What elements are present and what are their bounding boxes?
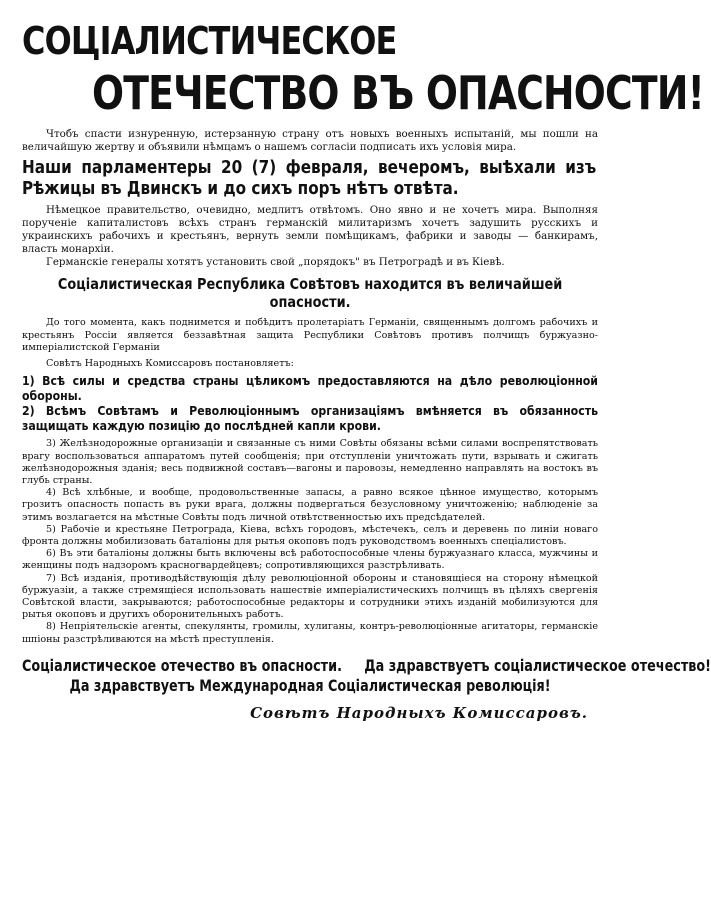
poster-title-line-1: СОЦІАЛИСТИЧЕСКОЕ	[22, 19, 397, 63]
decree-point-5: 5) Рабочіе и крестьяне Петрограда, Кіева, всѣхъ городовъ, мѣстечекъ, селъ и деревень по линіи новаго фронта должны мобилизовать баталіоны для рытья окоповъ подъ руководствомъ военныхъ спеціалистовъ.	[22, 523, 598, 547]
decree-point-1: 1) Всѣ силы и средства страны цѣликомъ предоставляются на дѣло революціонной обороны.	[22, 374, 598, 404]
decree-point-8: 8) Непріятельскіе агенты, спекулянты, громилы, хулиганы, контръ-революціонные агитаторы, германскіе шпіоны разстрѣливаются на мѣстѣ преступленія.	[22, 621, 598, 645]
decree-point-3: 3) Желѣзнодорожные организаціи и связанные съ ними Совѣты обязаны всѣми силами воспрепятствовать врагу воспользоваться аппаратомъ путей сообщенія; при отступленіи уничтожать пути, взрывать и сжигать желѣзнодорожныя зданія; весь подвижной составъ—вагоны и паровозы, немедленно направлять на востокъ въ глубь страны.	[22, 438, 598, 486]
footer-slogan-line-1	[22, 655, 711, 676]
german-generals-paragraph: Германскіе генералы хотятъ установить свой „порядокъ" въ Петроградѣ и въ Кіевѣ.	[46, 256, 505, 269]
council-decrees-line: Совѣтъ Народныхъ Комиссаровъ постановляетъ:	[46, 358, 294, 370]
intro-paragraph: Чтобъ спасти изнуренную, истерзанную страну отъ новыхъ военныхъ испытаній, мы пошли на величайшую жертву и объявили нѣмцамъ о нашемъ согласіи подписать ихъ условія мира.	[22, 128, 598, 154]
signature-council: Совѣтъ Народныхъ Комиссаровъ.	[250, 703, 588, 722]
decree-point-2: 2) Всѣмъ Совѣтамъ и Революціоннымъ организаціямъ вмѣняется въ обязанность защищать каждую позицію до послѣдней капли крови.	[22, 404, 598, 434]
german-government-paragraph: Нѣмецкое правительство, очевидно, медлитъ отвѣтомъ. Оно явно и не хочетъ мира. Выполняя порученіе капиталистовъ всѣхъ странъ германскій милитаризмъ хочетъ задушить русскихъ и украинскихъ рабочихъ и крестьянъ, вернуть земли помѣщикамъ, фабрики и заводы — банкирамъ, власть монархіи.	[22, 204, 598, 256]
decree-point-4: 4) Всѣ хлѣбные, и вообще, продовольственные запасы, а равно всякое цѣнное имущество, которымъ грозитъ опасность попасть въ руки врага, должны подвергаться безусловному уничтоженію; наблюденіе за этимъ возлагается на мѣстные Совѣты подъ личной отвѣтственностью ихъ предсѣдателей.	[22, 487, 598, 523]
footer-slogan-danger: Соціалистическое отечество въ опасности.	[22, 655, 342, 675]
footer-slogan-long-live-fatherland: Да здравствуетъ соціалистическое отечество!	[364, 655, 711, 675]
poster-title-line-2: ОТЕЧЕСТВО ВЪ ОПАСНОСТИ!	[92, 65, 704, 120]
parliamentarians-heading: Наши парламентеры 20 (7) февраля, вечеромъ, выѣхали изъ Рѣжицы въ Двинскъ и до сихъ поръ нѣтъ отвѣта.	[22, 158, 597, 200]
decree-point-6: 6) Въ эти баталіоны должны быть включены всѣ работоспособные члены буржуазнаго класса, мужчины и женщины подъ надзоромъ красногвардейцевъ; сопротивляющихся разстрѣливать.	[22, 548, 598, 572]
decree-point-7: 7) Всѣ изданія, противодѣйствующія дѣлу революціонной обороны и становящіеся на сторону нѣмецкой буржуазіи, а также стремящіеся использовать нашествіе имперіалистическихъ полчищъ въ цѣляхъ свергенія Совѣтской власти, закрываются; работоспособные редакторы и сотрудники этихъ изданій мобилизуются для рытья окоповъ и другихъ оборонительныхъ работъ.	[22, 572, 598, 621]
footer-slogan-revolution: Да здравствуетъ Международная Соціалистическая революція!	[69, 675, 551, 695]
republic-danger-heading: Соціалистическая Республика Совѣтовъ находится въ величайшей опасности.	[57, 275, 563, 312]
sacred-duty-paragraph: До того момента, какъ поднимется и побѣдитъ пролетаріатъ Германіи, священнымъ долгомъ рабочихъ и крестьянъ Россіи является беззавѣтная защита Республики Совѣтовъ противъ полчищъ буржуазно-имперіалистской Германіи	[22, 317, 598, 353]
